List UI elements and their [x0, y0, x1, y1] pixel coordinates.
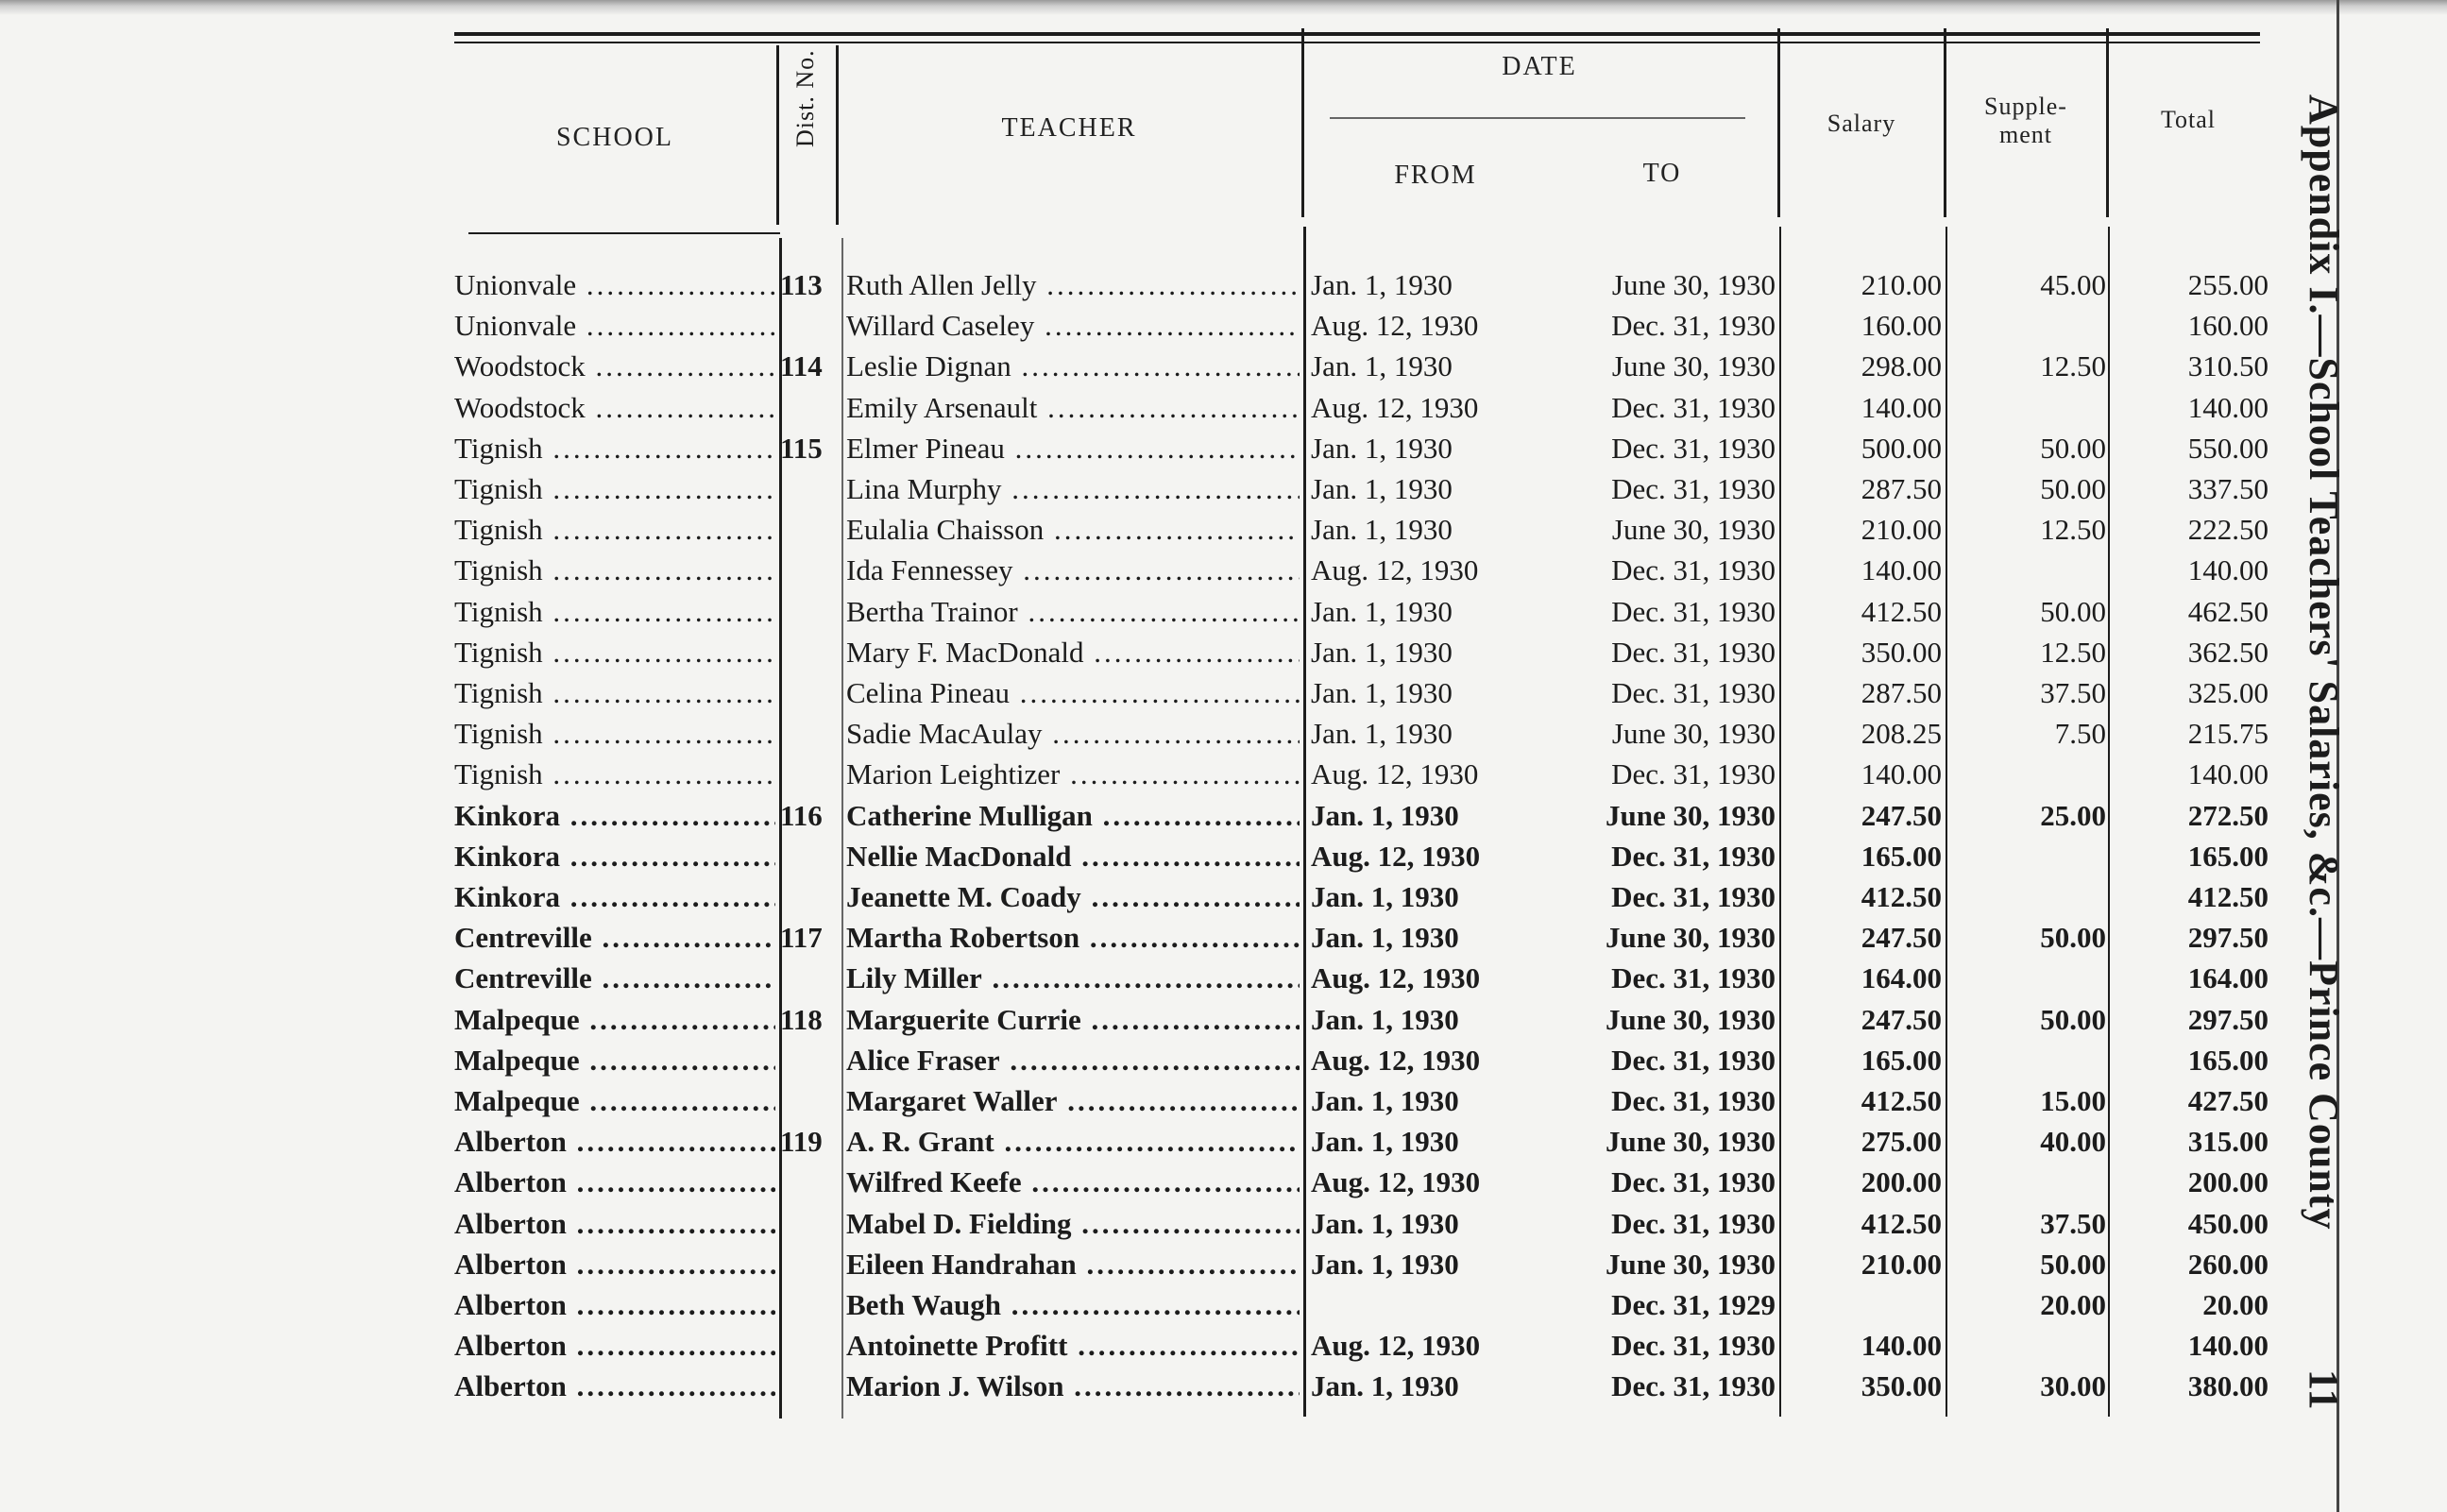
school-cell: Unionvale ..... [454, 309, 775, 343]
table-row [0, 1165, 2447, 1206]
school-cell: Woodstock ..... [454, 391, 775, 425]
salary-cell: 210.00 [1861, 268, 1942, 301]
table-row [0, 961, 2447, 1002]
school-cell: Tignish ..... [454, 757, 775, 791]
school-cell: Alberton ..... [454, 1207, 775, 1241]
teacher-cell: Sadie MacAulay ..... [846, 717, 1300, 751]
supplement-cell: 25.00 [2040, 798, 2106, 832]
teacher-cell: Martha Robertson ..... [846, 921, 1300, 955]
teacher-cell: Lina Murphy ..... [846, 472, 1300, 506]
salary-cell: 247.50 [1861, 921, 1942, 955]
dist-no-cell: 119 [780, 1125, 823, 1159]
to-date-cell: Dec. 31, 1930 [1611, 757, 1776, 791]
supplement-cell: 15.00 [2040, 1084, 2106, 1117]
to-date-cell: Dec. 31, 1930 [1611, 594, 1776, 628]
from-date-cell: Jan. 1, 1930 [1311, 676, 1453, 709]
teacher-cell: Celina Pineau ..... [846, 676, 1300, 710]
salary-cell: 247.50 [1861, 798, 1942, 832]
salary-cell: 350.00 [1861, 635, 1942, 669]
salary-cell: 298.00 [1861, 349, 1942, 383]
total-cell: 380.00 [2187, 1369, 2269, 1403]
table-row [0, 1003, 2447, 1044]
teacher-cell: Mary F. MacDonald ..... [846, 636, 1300, 670]
salary-cell: 140.00 [1861, 1329, 1942, 1363]
dist-no-cell: 114 [780, 349, 823, 383]
teacher-cell: Marguerite Currie ..... [846, 1003, 1300, 1037]
total-cell: 462.50 [2187, 594, 2269, 628]
salary-cell: 247.50 [1861, 1002, 1942, 1036]
salary-cell: 500.00 [1861, 431, 1942, 465]
teacher-cell: Emily Arsenault ..... [846, 391, 1300, 425]
teacher-cell: Elmer Pineau ..... [846, 432, 1300, 466]
school-cell: Tignish ..... [454, 595, 775, 629]
from-date-cell: Jan. 1, 1930 [1311, 594, 1453, 628]
col-divider [776, 45, 779, 225]
salary-cell: 200.00 [1861, 1165, 1942, 1199]
total-cell: 272.50 [2187, 798, 2269, 832]
table-row [0, 717, 2447, 757]
teacher-cell: Willard Caseley ..... [846, 309, 1300, 343]
supplement-cell: 40.00 [2040, 1125, 2106, 1159]
salary-cell: 140.00 [1861, 757, 1942, 791]
to-date-cell: Dec. 31, 1930 [1611, 676, 1776, 709]
table-row [0, 636, 2447, 676]
teacher-cell: Eileen Handrahan ..... [846, 1248, 1300, 1282]
school-cell: Kinkora ..... [454, 840, 775, 874]
from-date-cell: Jan. 1, 1930 [1311, 1084, 1459, 1117]
header-supplement: Supple- ment [1984, 93, 2067, 148]
from-date-cell: Jan. 1, 1930 [1311, 717, 1453, 751]
table-row [0, 757, 2447, 798]
school-cell: Kinkora ..... [454, 799, 775, 833]
teacher-cell: Bertha Trainor ..... [846, 595, 1300, 629]
teacher-cell: Ruth Allen Jelly ..... [846, 268, 1300, 302]
salary-cell: 412.50 [1861, 594, 1942, 628]
from-date-cell: Jan. 1, 1930 [1311, 513, 1453, 547]
school-cell: Alberton ..... [454, 1248, 775, 1282]
total-cell: 140.00 [2187, 390, 2269, 424]
header-dist-no: Dist. No. [791, 49, 819, 147]
from-date-cell: Aug. 12, 1930 [1311, 1043, 1481, 1077]
from-date-cell: Jan. 1, 1930 [1311, 268, 1453, 301]
school-cell: Tignish ..... [454, 513, 775, 547]
table-row [0, 309, 2447, 349]
supplement-cell: 50.00 [2040, 431, 2106, 465]
total-cell: 550.00 [2187, 431, 2269, 465]
to-date-cell: June 30, 1930 [1611, 268, 1776, 301]
total-cell: 20.00 [2202, 1288, 2269, 1321]
salary-cell: 160.00 [1861, 309, 1942, 343]
teacher-cell: Wilfred Keefe ..... [846, 1165, 1300, 1199]
teacher-cell: Marion Leightizer ..... [846, 757, 1300, 791]
school-cell: Kinkora ..... [454, 880, 775, 914]
from-date-cell: Jan. 1, 1930 [1311, 1002, 1459, 1036]
total-cell: 362.50 [2187, 635, 2269, 669]
school-cell: Malpeque ..... [454, 1003, 775, 1037]
to-date-cell: Dec. 31, 1930 [1611, 1084, 1776, 1117]
from-date-cell: Aug. 12, 1930 [1311, 1165, 1481, 1199]
total-cell: 215.75 [2187, 717, 2269, 751]
table-row [0, 840, 2447, 880]
school-cell: Woodstock ..... [454, 349, 775, 383]
scan-edge-shadow [0, 0, 2447, 15]
to-date-cell: Dec. 31, 1930 [1611, 880, 1776, 913]
side-title-text: Appendix I.—School Teachers' Salaries, &c.—Prince County [2301, 94, 2347, 1231]
teacher-cell: A. R. Grant ..... [846, 1125, 1300, 1159]
to-date-cell: June 30, 1930 [1606, 921, 1776, 955]
total-cell: 427.50 [2187, 1084, 2269, 1117]
to-date-cell: Dec. 31, 1930 [1611, 1329, 1776, 1363]
supplement-cell: 20.00 [2040, 1288, 2106, 1321]
table-row [0, 1329, 2447, 1369]
salary-cell: 275.00 [1861, 1125, 1942, 1159]
to-date-cell: June 30, 1930 [1606, 1002, 1776, 1036]
school-cell: Malpeque ..... [454, 1084, 775, 1118]
from-date-cell: Jan. 1, 1930 [1311, 431, 1453, 465]
to-date-cell: Dec. 31, 1930 [1611, 961, 1776, 995]
total-cell: 325.00 [2187, 676, 2269, 709]
supplement-cell: 50.00 [2040, 1002, 2106, 1036]
school-cell: Tignish ..... [454, 472, 775, 506]
total-cell: 140.00 [2187, 1329, 2269, 1363]
to-date-cell: Dec. 31, 1930 [1611, 553, 1776, 587]
table-row [0, 349, 2447, 390]
to-date-cell: Dec. 31, 1929 [1611, 1288, 1776, 1321]
salary-cell: 412.50 [1861, 1084, 1942, 1117]
school-cell: Tignish ..... [454, 676, 775, 710]
table-row [0, 432, 2447, 472]
teacher-cell: Catherine Mulligan ..... [846, 799, 1300, 833]
header-teacher: TEACHER [1001, 113, 1137, 143]
table-row [0, 1207, 2447, 1248]
table-row [0, 1288, 2447, 1329]
to-date-cell: June 30, 1930 [1606, 798, 1776, 832]
from-date-cell: Aug. 12, 1930 [1311, 961, 1481, 995]
table-row [0, 1369, 2447, 1410]
salary-cell: 412.50 [1861, 880, 1942, 913]
salary-cell: 287.50 [1861, 676, 1942, 709]
total-cell: 222.50 [2187, 513, 2269, 547]
table-row [0, 391, 2447, 432]
dist-no-cell: 118 [780, 1002, 823, 1036]
header-bottom-rule [468, 232, 780, 234]
from-date-cell: Jan. 1, 1930 [1311, 1247, 1459, 1281]
from-date-cell: Jan. 1, 1930 [1311, 472, 1453, 505]
table-row [0, 1248, 2447, 1288]
to-date-cell: Dec. 31, 1930 [1611, 472, 1776, 505]
salary-cell: 140.00 [1861, 553, 1942, 587]
school-cell: Centreville ..... [454, 921, 775, 955]
to-date-cell: Dec. 31, 1930 [1611, 390, 1776, 424]
top-rule [454, 32, 2260, 36]
supplement-cell: 12.50 [2040, 635, 2106, 669]
salary-cell: 140.00 [1861, 390, 1942, 424]
header-from: FROM [1394, 161, 1477, 190]
total-cell: 310.50 [2187, 349, 2269, 383]
to-date-cell: Dec. 31, 1930 [1611, 431, 1776, 465]
supplement-cell: 50.00 [2040, 1247, 2106, 1281]
school-cell: Alberton ..... [454, 1369, 775, 1403]
supplement-cell: 50.00 [2040, 594, 2106, 628]
top-rule-thin [454, 42, 2260, 43]
from-date-cell: Jan. 1, 1930 [1311, 880, 1459, 913]
table-row [0, 1125, 2447, 1165]
from-date-cell: Jan. 1, 1930 [1311, 1369, 1459, 1403]
header-total: Total [2160, 106, 2217, 133]
salary-cell: 165.00 [1861, 1043, 1942, 1077]
supplement-cell: 12.50 [2040, 349, 2106, 383]
total-cell: 337.50 [2187, 472, 2269, 505]
to-date-cell: Dec. 31, 1930 [1611, 1043, 1776, 1077]
header-school: SCHOOL [555, 123, 673, 152]
table-row [0, 799, 2447, 840]
header-to: TO [1642, 159, 1682, 188]
date-underline [1330, 117, 1745, 119]
teacher-cell: Beth Waugh ..... [846, 1288, 1300, 1322]
school-cell: Alberton ..... [454, 1288, 775, 1322]
teacher-cell: Marion J. Wilson ..... [846, 1369, 1300, 1403]
supplement-cell: 37.50 [2040, 1206, 2106, 1240]
salary-cell: 165.00 [1861, 839, 1942, 873]
from-date-cell: Jan. 1, 1930 [1311, 921, 1459, 955]
to-date-cell: June 30, 1930 [1611, 513, 1776, 547]
school-cell: Tignish ..... [454, 432, 775, 466]
salary-cell: 412.50 [1861, 1206, 1942, 1240]
school-cell: Malpeque ..... [454, 1044, 775, 1078]
table-row [0, 472, 2447, 513]
table-row [0, 1044, 2447, 1084]
from-date-cell: Aug. 12, 1930 [1311, 757, 1479, 791]
dist-no-cell: 115 [780, 431, 823, 465]
to-date-cell: Dec. 31, 1930 [1611, 1206, 1776, 1240]
teacher-cell: Mabel D. Fielding ..... [846, 1207, 1300, 1241]
supplement-cell: 37.50 [2040, 676, 2106, 709]
teacher-cell: Lily Miller ..... [846, 961, 1300, 995]
table-row [0, 595, 2447, 636]
school-cell: Alberton ..... [454, 1165, 775, 1199]
salary-cell: 210.00 [1861, 1247, 1942, 1281]
table-row [0, 268, 2447, 309]
header-salary: Salary [1827, 110, 1896, 137]
salary-cell: 208.25 [1861, 717, 1942, 751]
school-cell: Alberton ..... [454, 1329, 775, 1363]
teacher-cell: Eulalia Chaisson ..... [846, 513, 1300, 547]
total-cell: 140.00 [2187, 757, 2269, 791]
supplement-cell: 12.50 [2040, 513, 2106, 547]
from-date-cell: Jan. 1, 1930 [1311, 798, 1459, 832]
to-date-cell: June 30, 1930 [1611, 349, 1776, 383]
to-date-cell: Dec. 31, 1930 [1611, 635, 1776, 669]
supplement-cell: 50.00 [2040, 921, 2106, 955]
total-cell: 297.50 [2187, 921, 2269, 955]
supplement-cell: 7.50 [2054, 717, 2106, 751]
total-cell: 255.00 [2187, 268, 2269, 301]
from-date-cell: Jan. 1, 1930 [1311, 1125, 1459, 1159]
to-date-cell: June 30, 1930 [1606, 1247, 1776, 1281]
to-date-cell: Dec. 31, 1930 [1611, 839, 1776, 873]
salary-cell: 350.00 [1861, 1369, 1942, 1403]
table-row [0, 553, 2447, 594]
total-cell: 165.00 [2187, 839, 2269, 873]
total-cell: 450.00 [2187, 1206, 2269, 1240]
from-date-cell: Aug. 12, 1930 [1311, 839, 1481, 873]
to-date-cell: Dec. 31, 1930 [1611, 1165, 1776, 1199]
from-date-cell: Jan. 1, 1930 [1311, 349, 1453, 383]
school-cell: Tignish ..... [454, 636, 775, 670]
teacher-cell: Leslie Dignan ..... [846, 349, 1300, 383]
supplement-cell: 50.00 [2040, 472, 2106, 505]
supplement-cell: 30.00 [2040, 1369, 2106, 1403]
teacher-cell: Margaret Waller ..... [846, 1084, 1300, 1118]
dist-no-cell: 116 [780, 798, 823, 832]
table-row [0, 513, 2447, 553]
total-cell: 297.50 [2187, 1002, 2269, 1036]
teacher-cell: Ida Fennessey ..... [846, 553, 1300, 587]
table-row [0, 880, 2447, 921]
school-cell: Tignish ..... [454, 553, 775, 587]
dist-no-cell: 113 [780, 268, 823, 301]
total-cell: 165.00 [2187, 1043, 2269, 1077]
total-cell: 412.50 [2187, 880, 2269, 913]
to-date-cell: Dec. 31, 1930 [1611, 1369, 1776, 1403]
teacher-cell: Alice Fraser ..... [846, 1044, 1300, 1078]
total-cell: 200.00 [2187, 1165, 2269, 1199]
teacher-cell: Nellie MacDonald ..... [846, 840, 1300, 874]
teacher-cell: Antoinette Profitt ..... [846, 1329, 1300, 1363]
table-row [0, 1084, 2447, 1125]
from-date-cell: Jan. 1, 1930 [1311, 1206, 1459, 1240]
dist-no-cell: 117 [780, 921, 823, 955]
from-date-cell: Aug. 12, 1930 [1311, 553, 1479, 587]
school-cell: Alberton ..... [454, 1125, 775, 1159]
salary-cell: 210.00 [1861, 513, 1942, 547]
to-date-cell: June 30, 1930 [1611, 717, 1776, 751]
total-cell: 260.00 [2187, 1247, 2269, 1281]
total-cell: 140.00 [2187, 553, 2269, 587]
from-date-cell: Aug. 12, 1930 [1311, 390, 1479, 424]
school-cell: Tignish ..... [454, 717, 775, 751]
table-row [0, 921, 2447, 961]
header-date: DATE [1502, 52, 1577, 81]
from-date-cell: Aug. 12, 1930 [1311, 309, 1479, 343]
from-date-cell: Jan. 1, 1930 [1311, 635, 1453, 669]
from-date-cell: Aug. 12, 1930 [1311, 1329, 1481, 1363]
salary-cell: 164.00 [1861, 961, 1942, 995]
total-cell: 164.00 [2187, 961, 2269, 995]
supplement-cell: 45.00 [2040, 268, 2106, 301]
teacher-cell: Jeanette M. Coady ..... [846, 880, 1300, 914]
page-number: 11 [2301, 1369, 2347, 1411]
school-cell: Unionvale ..... [454, 268, 775, 302]
total-cell: 160.00 [2187, 309, 2269, 343]
side-title [2291, 94, 2348, 1473]
salary-cell: 287.50 [1861, 472, 1942, 505]
to-date-cell: Dec. 31, 1930 [1611, 309, 1776, 343]
school-cell: Centreville ..... [454, 961, 775, 995]
table-row [0, 676, 2447, 717]
total-cell: 315.00 [2187, 1125, 2269, 1159]
to-date-cell: June 30, 1930 [1606, 1125, 1776, 1159]
